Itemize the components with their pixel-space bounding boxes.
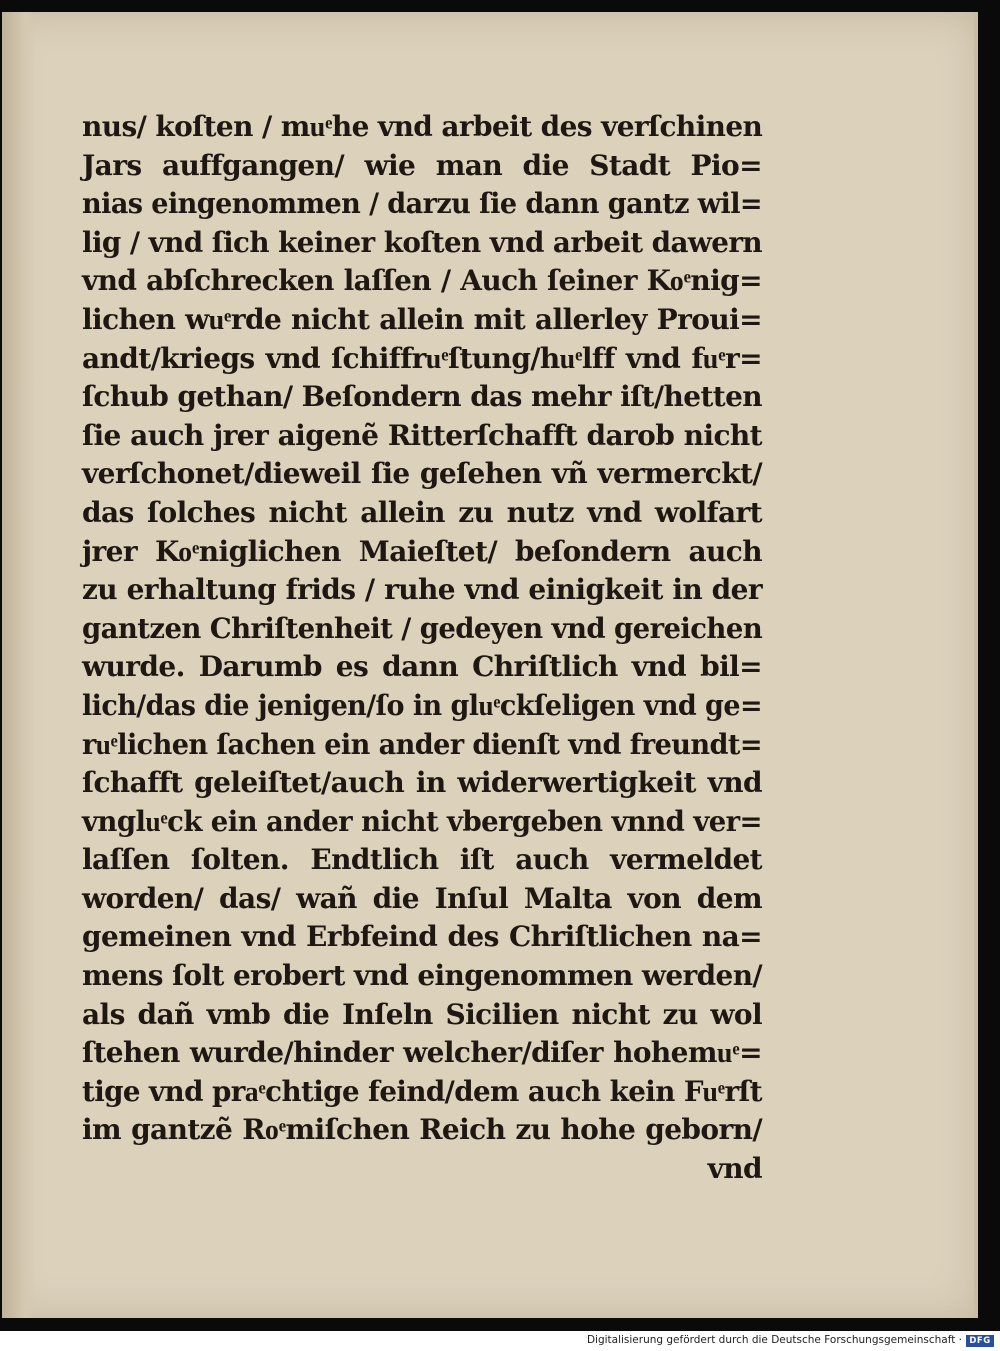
text-line: im gantzẽ Roͤmiſchen Reich zu hohe geborn/	[82, 1113, 762, 1147]
page-gutter	[2, 12, 36, 1318]
text-line: tige vnd praͤchtige feind/dem auch kein Fuͤrſt	[82, 1074, 762, 1108]
text-line: das ſolches nicht allein zu nutz vnd wolfart	[82, 495, 762, 529]
text-line: vnd abſchrecken laſſen / Auch ſeiner Koͤnig=	[82, 264, 762, 298]
text-line: lich/das die jenigen/ſo in gluͤckſeligen vnd ge=	[82, 688, 762, 722]
text-line: nias eingenommen / darzu ſie dann gantz wil=	[82, 187, 763, 221]
text-line: nus/ koſten / muͤhe vnd arbeit des verſchinen	[82, 110, 763, 143]
book-page	[2, 12, 978, 1318]
text-line: lig / vnd ſich keiner koſten vnd arbeit dawern	[82, 225, 762, 259]
text-line: laſſen ſolten. Endtlich iſt auch vermeldet	[82, 843, 762, 877]
text-line: ſchafft geleiſtet/auch in widerwertigkeit vnd	[82, 766, 762, 800]
text-line: gemeinen vnd Erbfeind des Chriſtlichen na=	[82, 920, 762, 954]
text-line: ſie auch jrer aigenẽ Ritterſchafft darob nicht	[82, 418, 762, 452]
text-line: als dañ vmb die Inſeln Sicilien nicht zu wol	[82, 997, 762, 1031]
footer-bar	[0, 1331, 1000, 1351]
text-line: mens ſolt erobert vnd eingenommen werden/	[82, 959, 762, 993]
catchword: vnd	[707, 1152, 762, 1186]
text-line: ruͤlichen ſachen ein ander dienſt vnd freundt=	[82, 727, 762, 761]
text-line: gantzen Chriſtenheit / gedeyen vnd gereichen	[82, 611, 763, 645]
funding-notice: Digitalisierung gefördert durch die Deutsche Forschungsgemeinschaft ·	[586, 1334, 962, 1346]
text-line: andt/kriegs vnd ſchiffruͤſtung/huͤlff vnd fuͤr=	[82, 341, 762, 375]
text-line: jrer Koͤniglichen Maieſtet/ beſondern auch	[82, 534, 762, 568]
text-line: zu erhaltung frids / ruhe vnd einigkeit in der	[82, 573, 762, 607]
text-line: wurde. Darumb es dann Chriſtlich vnd bil=	[82, 650, 762, 684]
text-line: vngluͤck ein ander nicht vbergeben vnnd ver=	[82, 804, 763, 838]
text-line: Jars auffgangen/ wie man die Stadt Pio=	[82, 148, 762, 182]
text-line: worden/ das/ wañ die Inſul Malta von dem	[82, 881, 762, 915]
page-edge	[974, 12, 978, 1318]
text-line: lichen wuͤrde nicht allein mit allerley Proui=	[82, 302, 762, 336]
text-line: ſchub gethan/ Beſondern das mehr iſt/hetten	[82, 380, 762, 414]
text-line: verſchonet/dieweil ſie geſehen vñ vermerckt/	[82, 457, 762, 491]
text-block	[82, 108, 762, 1189]
text-line: ſtehen wurde/hinder welcher/diſer hohemuͤ=	[82, 1036, 762, 1070]
dfg-logo: DFG	[966, 1335, 994, 1347]
